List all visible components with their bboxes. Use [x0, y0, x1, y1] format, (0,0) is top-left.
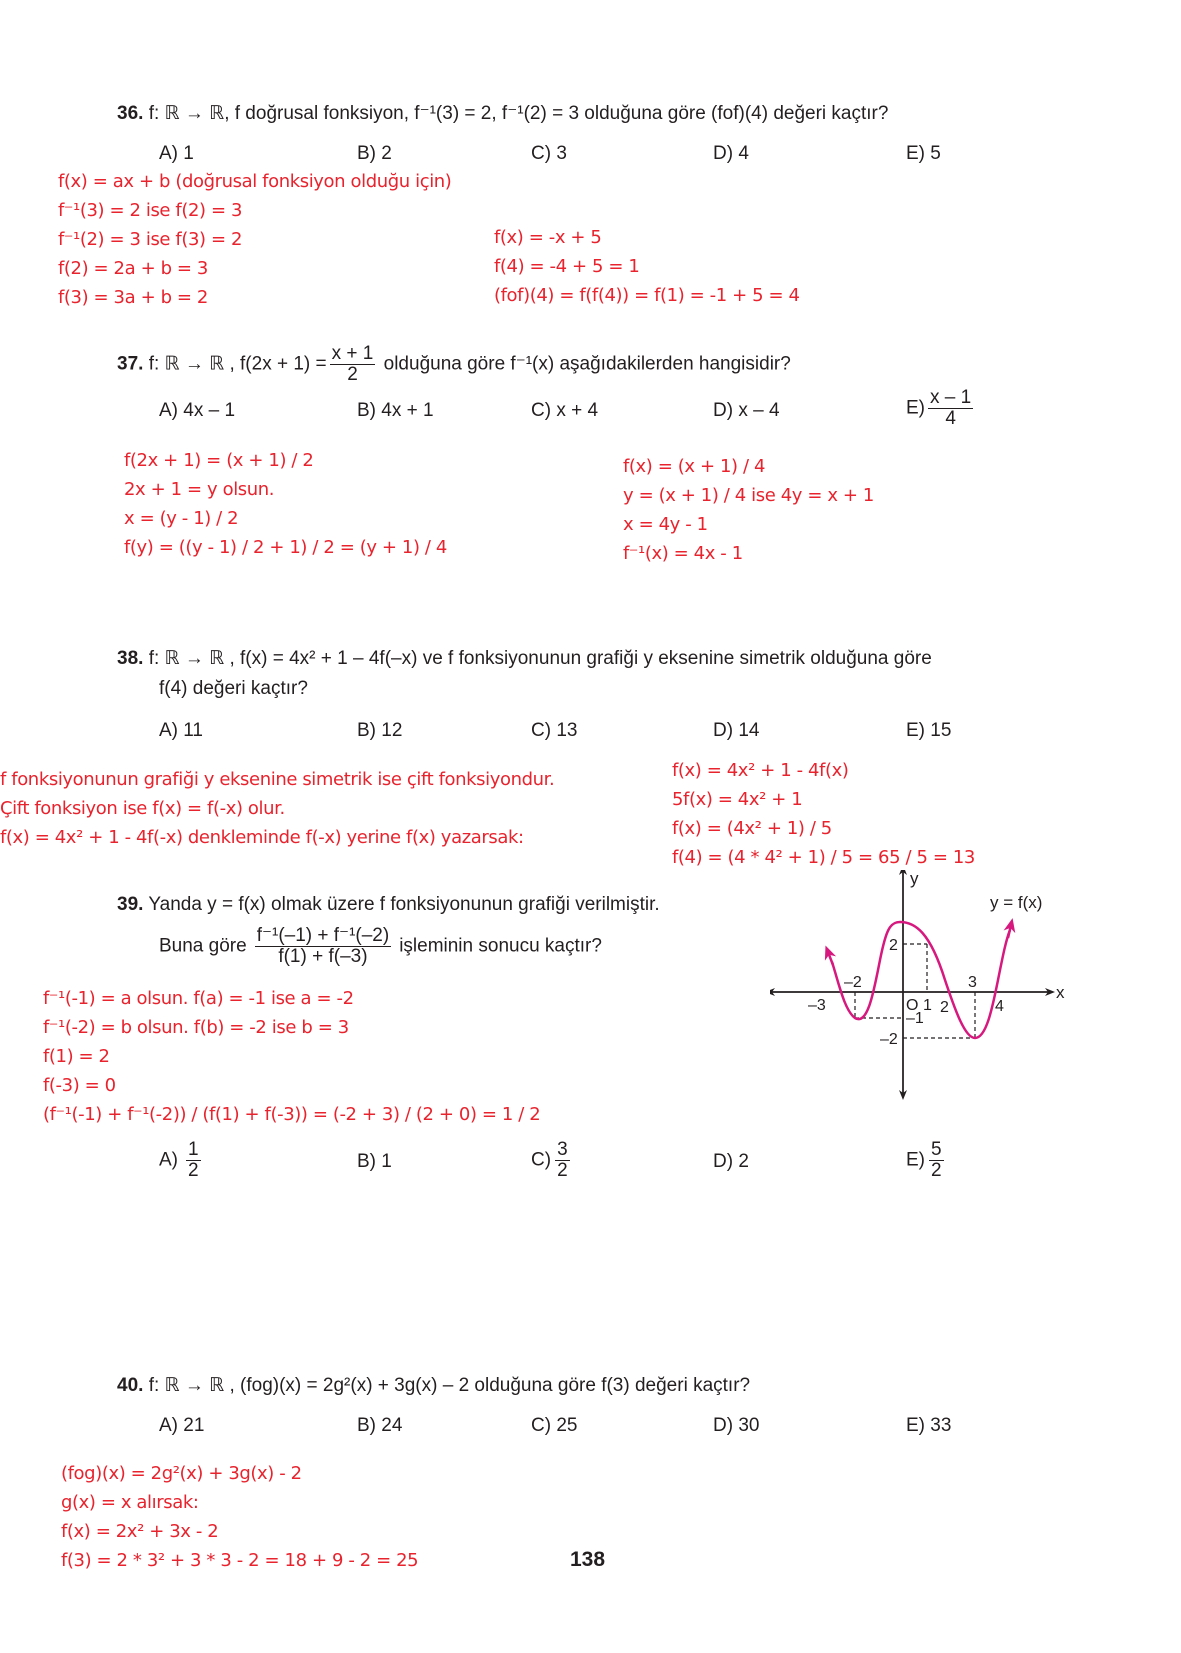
q37-solution-line: x = (y - 1) / 2 [124, 508, 239, 529]
q36-solution-line: f⁻¹(2) = 3 ise f(3) = 2 [58, 229, 243, 250]
q40-option-d[interactable]: D) 30 [713, 1415, 760, 1436]
q38-solution-line: f(x) = 4x² + 1 - 4f(x) [672, 760, 849, 781]
q36-solution-line: (fof)(4) = f(f(4)) = f(1) = -1 + 5 = 4 [494, 285, 800, 306]
option-label: E) [906, 1149, 925, 1171]
question-text: f: ℝ → ℝ , f(x) = 4x² + 1 – 4f(–x) ve f fonksiyonunun grafiği y eksenine simetrik olduğuna göre [148, 648, 932, 669]
q39-option-a[interactable] [159, 1140, 204, 1181]
fraction-denominator: 2 [188, 1159, 199, 1181]
q36-option-d[interactable]: D) 4 [713, 143, 749, 164]
q36-solution-line: f(2) = 2a + b = 3 [58, 258, 208, 279]
expression-prefix: Buna göre [159, 935, 247, 957]
fraction [929, 1140, 944, 1181]
q39-option-c[interactable] [531, 1140, 573, 1181]
q40-option-a[interactable]: A) 21 [159, 1415, 205, 1436]
tick-x-3: 3 [968, 974, 977, 991]
q40-solution-line: g(x) = x alırsak: [61, 1492, 199, 1513]
origin-label: O [906, 997, 919, 1014]
q37-option-c[interactable]: C) x + 4 [531, 400, 599, 421]
q38-solution-line: 5f(x) = 4x² + 1 [672, 789, 803, 810]
tick-y-neg1: –1 [906, 1010, 924, 1027]
question-text-suffix: olduğuna göre f⁻¹(x) aşağıdakilerden hangisidir? [383, 353, 791, 375]
fraction-denominator: 2 [347, 363, 358, 385]
question-39 [117, 894, 660, 916]
question-text-prefix: f: ℝ → ℝ , f(2x + 1) = [148, 353, 327, 375]
page-number: 138 [570, 1548, 606, 1571]
question-number: 36. [117, 103, 144, 124]
expression-suffix: işleminin sonucu kaçtır? [399, 935, 602, 957]
q37-option-e[interactable] [906, 388, 976, 429]
q39-solution-line: f⁻¹(-1) = a olsun. f(a) = -1 ise a = -2 [43, 988, 354, 1009]
q37-option-a[interactable]: A) 4x – 1 [159, 400, 236, 421]
tick-y-2: 2 [889, 937, 898, 954]
fraction [928, 388, 973, 429]
q37-solution-line: f(2x + 1) = (x + 1) / 2 [124, 450, 314, 471]
curve-label: y = f(x) [990, 893, 1043, 912]
q36-solution-line: f(x) = -x + 5 [494, 227, 602, 248]
fraction-numerator: 3 [557, 1139, 568, 1160]
q36-option-a[interactable]: A) 1 [159, 143, 194, 164]
q38-option-c[interactable]: C) 13 [531, 720, 578, 741]
fraction [186, 1140, 201, 1181]
question-38 [117, 647, 932, 670]
question-38-line2: f(4) değeri kaçtır? [159, 678, 308, 699]
fraction-denominator: f(1) + f(–3) [278, 945, 368, 967]
x-axis-label: x [1056, 983, 1065, 1002]
fraction-numerator: 1 [188, 1139, 199, 1160]
q39-option-b[interactable]: B) 1 [357, 1151, 392, 1172]
option-label: C) [531, 1149, 552, 1171]
q36-solution-line: f(4) = -4 + 5 = 1 [494, 256, 640, 277]
question-number: 40. [117, 1375, 144, 1396]
question-number: 38. [117, 648, 144, 669]
q36-solution-line: f(3) = 3a + b = 2 [58, 287, 208, 308]
q38-solution-line: f(x) = (4x² + 1) / 5 [672, 818, 832, 839]
q37-solution-line: 2x + 1 = y olsun. [124, 479, 275, 500]
q39-option-d[interactable]: D) 2 [713, 1151, 749, 1172]
tick-x-4: 4 [995, 998, 1004, 1015]
fraction-denominator: 2 [557, 1159, 568, 1181]
q37-solution-line: f⁻¹(x) = 4x - 1 [623, 543, 743, 564]
q38-option-b[interactable]: B) 12 [357, 720, 403, 741]
q37-solution-line: x = 4y - 1 [623, 514, 708, 535]
question-number: 37. [117, 353, 144, 375]
tick-x-2: 2 [940, 999, 949, 1016]
q40-solution-line: f(3) = 2 * 3² + 3 * 3 - 2 = 18 + 9 - 2 = 25 [61, 1550, 419, 1571]
q39-solution-line: f⁻¹(-2) = b olsun. f(b) = -2 ise b = 3 [43, 1017, 349, 1038]
q38-option-a[interactable]: A) 11 [159, 720, 204, 741]
question-36 [117, 102, 888, 125]
q39-solution-line: (f⁻¹(-1) + f⁻¹(-2)) / (f(1) + f(-3)) = (-2 + 3) / (2 + 0) = 1 / 2 [43, 1104, 541, 1125]
q38-solution-line: f fonksiyonunun grafiği y eksenine simetrik ise çift fonksiyondur. [0, 769, 555, 790]
q38-solution-line: f(4) = (4 * 4² + 1) / 5 = 65 / 5 = 13 [672, 847, 975, 868]
q40-solution-line: f(x) = 2x² + 3x - 2 [61, 1521, 219, 1542]
curve-right-arrow-icon [1008, 925, 1011, 938]
q40-option-e[interactable]: E) 33 [906, 1415, 952, 1436]
question-37 [117, 344, 791, 385]
q38-option-e[interactable]: E) 15 [906, 720, 952, 741]
q37-option-b[interactable]: B) 4x + 1 [357, 400, 434, 421]
q39-solution-line: f(-3) = 0 [43, 1075, 116, 1096]
fraction-numerator: f⁻¹(–1) + f⁻¹(–2) [256, 925, 390, 946]
q40-solution-line: (fog)(x) = 2g²(x) + 3g(x) - 2 [61, 1463, 302, 1484]
q39-solution-line: f(1) = 2 [43, 1046, 110, 1067]
fraction [330, 344, 376, 385]
q37-solution-line: f(x) = (x + 1) / 4 [623, 456, 765, 477]
q36-solution-line: f⁻¹(3) = 2 ise f(2) = 3 [58, 200, 243, 221]
q40-option-b[interactable]: B) 24 [357, 1415, 403, 1436]
tick-x-neg3: –3 [808, 997, 826, 1014]
fraction-numerator: 5 [931, 1139, 942, 1160]
q36-option-c[interactable]: C) 3 [531, 143, 567, 164]
fraction-denominator: 4 [945, 407, 956, 429]
q38-option-d[interactable]: D) 14 [713, 720, 760, 741]
q37-solution-line: y = (x + 1) / 4 ise 4y = x + 1 [623, 485, 874, 506]
fraction [555, 1140, 570, 1181]
y-axis-label: y [910, 870, 919, 888]
fraction [255, 926, 392, 967]
question-39-expression [159, 926, 602, 967]
fraction-denominator: 2 [931, 1159, 942, 1181]
fraction-numerator: x – 1 [930, 387, 972, 408]
curve-left-arrow-icon [828, 952, 833, 965]
tick-y-neg2: –2 [880, 1031, 898, 1048]
question-number: 39. [117, 894, 144, 915]
question-40 [117, 1374, 750, 1397]
question-text: f: ℝ → ℝ, f doğrusal fonksiyon, f⁻¹(3) = 2, f⁻¹(2) = 3 olduğuna göre (fof)(4) değeri kaçtır? [148, 103, 889, 124]
q39-option-e[interactable] [906, 1140, 947, 1181]
tick-x-neg2: –2 [844, 974, 862, 991]
q37-solution-line: f(y) = ((y - 1) / 2 + 1) / 2 = (y + 1) / 4 [124, 537, 447, 558]
q40-option-c[interactable]: C) 25 [531, 1415, 578, 1436]
q38-solution-line: f(x) = 4x² + 1 - 4f(-x) denkleminde f(-x) yerine f(x) yazarsak: [0, 827, 524, 848]
option-label: A) [159, 1149, 178, 1171]
q37-option-d[interactable]: D) x – 4 [713, 400, 780, 421]
option-label: E) [906, 397, 925, 419]
q36-solution-line: f(x) = ax + b (doğrusal fonksiyon olduğu için) [58, 171, 452, 192]
function-graph [770, 870, 1070, 1100]
question-text: f: ℝ → ℝ , (fog)(x) = 2g²(x) + 3g(x) – 2 olduğuna göre f(3) değeri kaçtır? [148, 1375, 751, 1396]
q36-option-e[interactable]: E) 5 [906, 143, 941, 164]
question-text: Yanda y = f(x) olmak üzere f fonksiyonunun grafiği verilmiştir. [148, 894, 660, 915]
fraction-numerator: x + 1 [331, 343, 374, 364]
q38-solution-line: Çift fonksiyon ise f(x) = f(-x) olur. [0, 798, 285, 819]
tick-x-1: 1 [923, 997, 932, 1014]
q36-option-b[interactable]: B) 2 [357, 143, 392, 164]
